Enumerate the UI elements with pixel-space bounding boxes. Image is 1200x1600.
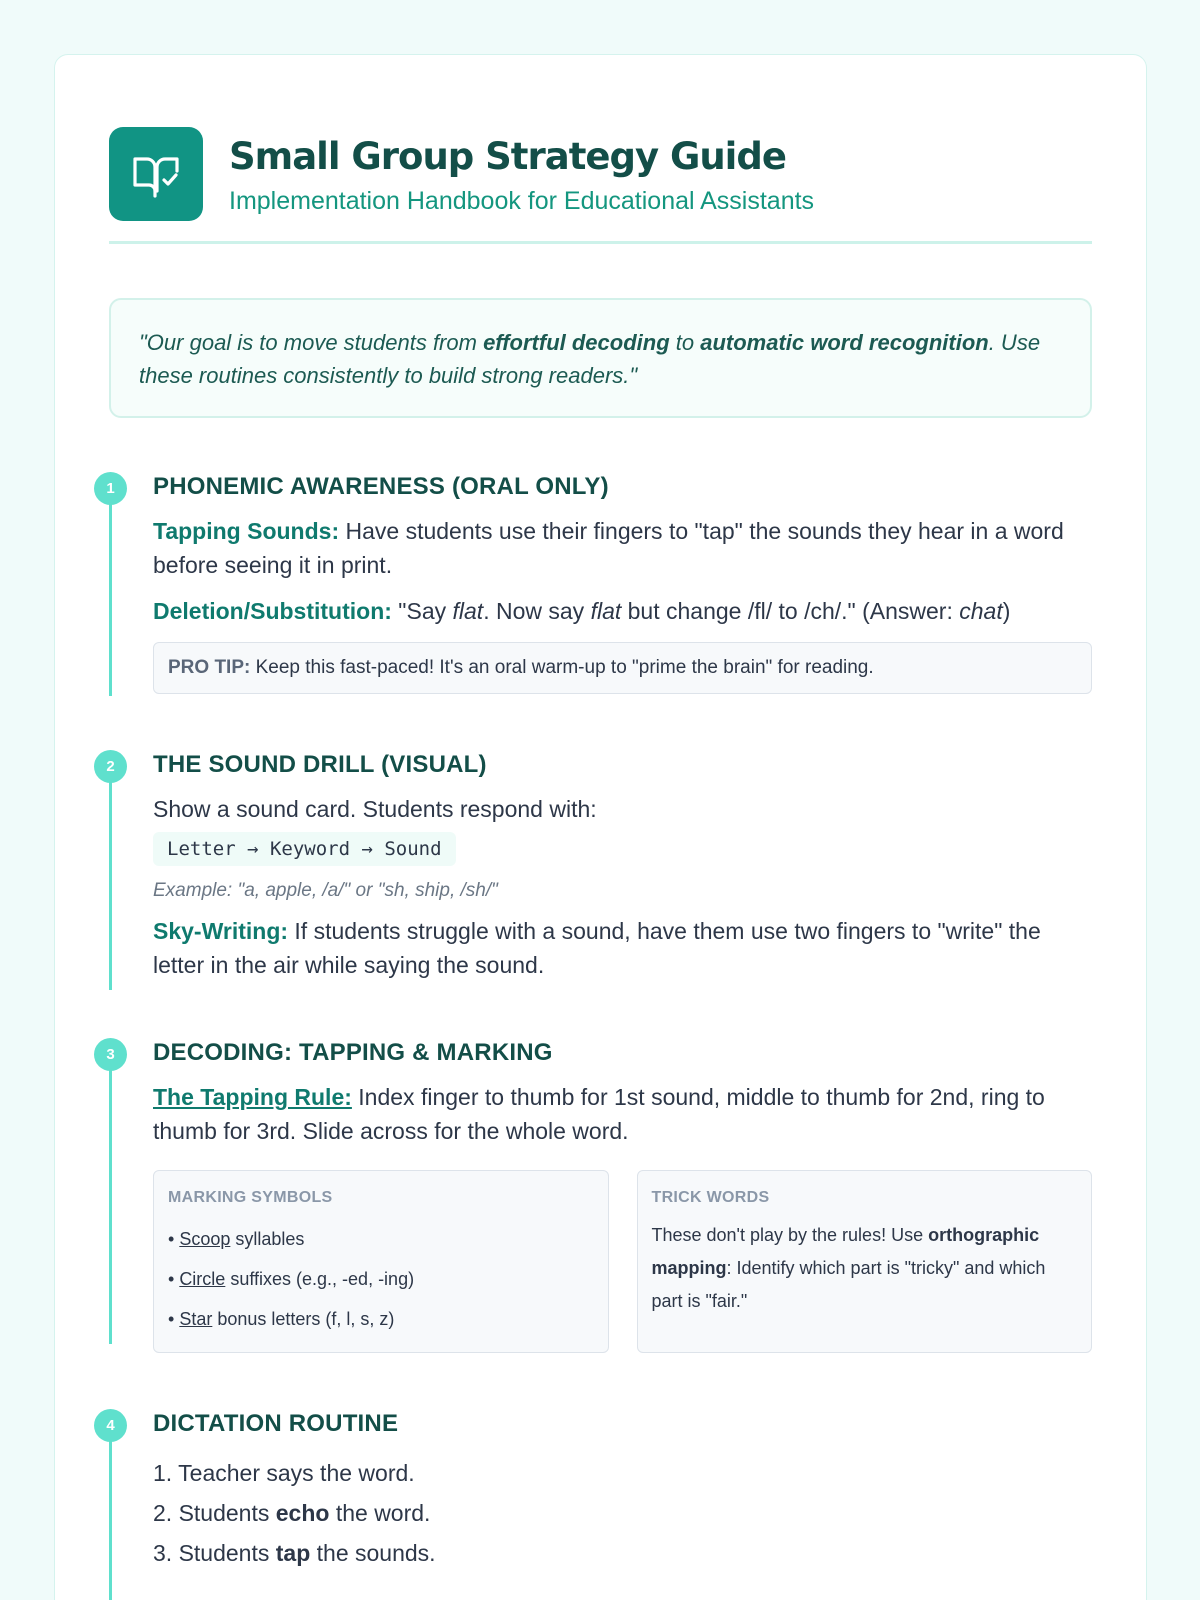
- deletion-word: chat: [959, 598, 1003, 624]
- response-sequence-code: Letter → Keyword → Sound: [153, 832, 456, 866]
- deletion-paragraph: [153, 594, 1092, 628]
- section-dictation: [106, 1409, 1092, 1573]
- quote-emphasis: automatic word recognition: [700, 330, 989, 355]
- sky-writing-paragraph: [153, 914, 1092, 982]
- trick-text: : Identify which part is "tricky" and which part is "fair.": [651, 1258, 1046, 1311]
- deletion-text: "Say: [391, 598, 453, 624]
- marking-desc: syllables: [230, 1229, 305, 1249]
- goal-quote: [109, 298, 1092, 418]
- bullet: •: [168, 1269, 180, 1289]
- deletion-word: flat: [590, 598, 622, 624]
- tapping-rule-text: Index finger to thumb for 1st sound, middle to thumb for 2nd, ring to thumb for 3rd. Slide across for the whole word.: [153, 1084, 1045, 1144]
- guide-card: [54, 54, 1147, 1600]
- dictation-steps: [153, 1453, 1092, 1573]
- section-title: PHONEMIC AWARENESS (ORAL ONLY): [153, 473, 609, 500]
- decoding-boxes: [153, 1170, 1092, 1353]
- step-text: the sounds.: [310, 1540, 436, 1566]
- section-title: DICTATION ROUTINE: [153, 1410, 399, 1437]
- list-item: [168, 1259, 594, 1299]
- trick-emphasis: orthographic mapping: [651, 1225, 1040, 1278]
- step-text: 1. Teacher says the word.: [153, 1460, 415, 1486]
- quote-text: to: [669, 330, 701, 355]
- section-number-badge: 2: [94, 750, 127, 783]
- tapping-rule-label: The Tapping Rule:: [153, 1084, 352, 1110]
- tapping-sounds-paragraph: [153, 514, 1092, 582]
- quote-text: . Use these routines consistently to build strong readers.": [139, 330, 1041, 388]
- section-decoding: [106, 1038, 1092, 1353]
- pro-tip-label: PRO TIP:: [168, 657, 251, 678]
- step-text: the word.: [329, 1500, 431, 1526]
- tapping-sounds-text: Have students use their fingers to "tap" the sounds they hear in a word before seeing it in print.: [153, 518, 1064, 578]
- bullet: •: [168, 1229, 180, 1249]
- book-check-icon: [109, 127, 203, 221]
- marking-term: Star: [179, 1309, 213, 1329]
- header: [109, 55, 1092, 241]
- bullet: •: [168, 1309, 180, 1329]
- marking-symbols-box: [153, 1170, 609, 1353]
- list-item: [153, 1493, 1092, 1533]
- step-text: 2. Students: [153, 1500, 276, 1526]
- trick-text: These don't play by the rules! Use: [651, 1225, 929, 1245]
- list-item: [168, 1219, 594, 1259]
- marking-term: Scoop: [179, 1229, 231, 1249]
- section-sound-drill: [106, 750, 1092, 982]
- sky-writing-text: If students struggle with a sound, have them use two fingers to "write" the letter in the air while saying the sound.: [153, 918, 1041, 978]
- list-item: [153, 1533, 1092, 1573]
- trick-words-text: [652, 1219, 1078, 1318]
- tapping-sounds-label: Tapping Sounds:: [153, 518, 340, 544]
- deletion-text: but change /fl/ to /ch/." (Answer:: [621, 598, 960, 624]
- deletion-label: Deletion/Substitution:: [153, 598, 392, 624]
- marking-symbols-list: [168, 1219, 594, 1339]
- marking-desc: bonus letters (f, l, s, z): [212, 1309, 395, 1329]
- step-emphasis: echo: [275, 1500, 330, 1526]
- section-title: THE SOUND DRILL (VISUAL): [153, 751, 487, 778]
- marking-desc: suffixes (e.g., -ed, -ing): [225, 1269, 415, 1289]
- quote-text: "Our goal is to move students from: [139, 330, 484, 355]
- page-subtitle: Implementation Handbook for Educational Assistants: [229, 186, 815, 215]
- section-number-badge: 4: [94, 1409, 127, 1442]
- marking-symbols-title: MARKING SYMBOLS: [168, 1189, 333, 1206]
- section-number-badge: 3: [94, 1038, 127, 1071]
- sound-drill-example: Example: "a, apple, /a/" or "sh, ship, /sh/": [153, 880, 498, 901]
- pro-tip-box: [153, 642, 1092, 694]
- list-item: [153, 1453, 1092, 1493]
- deletion-text: . Now say: [483, 598, 591, 624]
- sound-drill-intro: Show a sound card. Students respond with:: [153, 796, 597, 822]
- trick-words-title: TRICK WORDS: [651, 1189, 770, 1206]
- step-emphasis: tap: [275, 1540, 311, 1566]
- pro-tip-text: Keep this fast-paced! It's an oral warm-up to "prime the brain" for reading.: [250, 657, 874, 678]
- deletion-word: flat: [452, 598, 484, 624]
- timeline-line: [109, 486, 112, 696]
- section-title: DECODING: TAPPING & MARKING: [153, 1039, 553, 1066]
- marking-term: Circle: [179, 1269, 226, 1289]
- section-phonemic-awareness: [106, 472, 1092, 694]
- timeline-line: [109, 1052, 112, 1344]
- header-divider: [109, 241, 1092, 244]
- trick-words-box: [637, 1170, 1093, 1353]
- tapping-rule-paragraph: [153, 1080, 1092, 1148]
- section-number-badge: 1: [94, 472, 127, 505]
- timeline-line: [109, 1423, 112, 1600]
- step-text: 3. Students: [153, 1540, 276, 1566]
- page-title: Small Group Strategy Guide: [229, 134, 786, 178]
- list-item: [168, 1299, 594, 1339]
- sky-writing-label: Sky-Writing:: [153, 918, 289, 944]
- deletion-text: ): [1002, 598, 1011, 624]
- quote-emphasis: effortful decoding: [483, 330, 670, 355]
- timeline-line: [109, 764, 112, 990]
